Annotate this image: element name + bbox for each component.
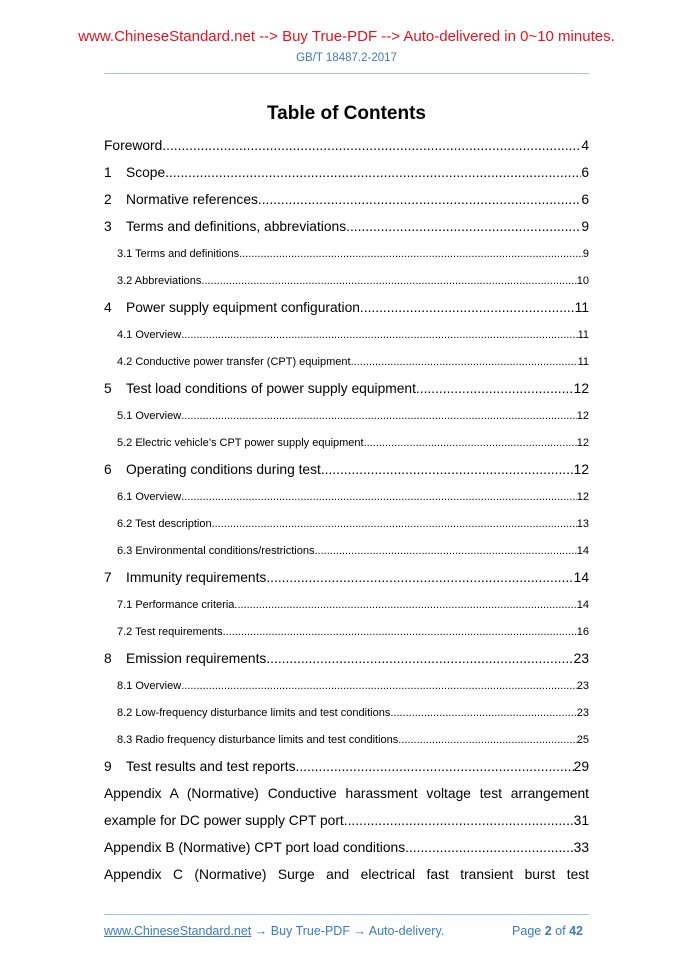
- toc-entry-page: 10: [576, 275, 589, 287]
- toc-leader-dots: [181, 487, 577, 507]
- toc-entry-text: 3.2 Abbreviations: [117, 275, 202, 287]
- toc-entry-text: 5.2 Electric vehicle’s CPT power supply equipment: [117, 437, 364, 449]
- toc-leader-dots: [295, 757, 573, 777]
- toc-entry-page: 29: [573, 759, 589, 774]
- page-total: 42: [569, 924, 583, 938]
- toc-entry-text: 4.1 Overview: [117, 329, 182, 341]
- toc-entry-8-3[interactable]: [104, 730, 589, 757]
- toc-entry-3-2[interactable]: [104, 271, 589, 298]
- page-title: Table of Contents: [266, 103, 427, 124]
- toc-entry-number: 6: [104, 462, 112, 477]
- toc-entry-8[interactable]: [104, 649, 589, 676]
- toc-entry-page: 33: [573, 840, 589, 855]
- toc-leader-dots: [390, 703, 576, 723]
- toc-entry-7-2[interactable]: [104, 622, 589, 649]
- page-of: of: [555, 924, 566, 938]
- toc-entry-page: 11: [577, 356, 589, 368]
- toc-leader-dots: [346, 217, 581, 237]
- toc-entry-page: 6: [581, 165, 589, 180]
- toc-entry-number: 3: [104, 219, 112, 234]
- toc-entry-text: Appendix A (Normative) Conductive harassment voltage test arrangement: [104, 786, 589, 801]
- page-label: Page: [512, 924, 542, 938]
- toc-leader-dots: [360, 298, 575, 318]
- toc-entry-5-2[interactable]: [104, 433, 589, 460]
- toc-entry-text: 8.3 Radio frequency disturbance limits and test conditions: [117, 734, 399, 746]
- toc-leader-dots: [223, 622, 577, 642]
- toc-entry-page: 11: [574, 300, 589, 315]
- toc-entry-page: 9: [582, 248, 589, 260]
- toc-entry-number: 9: [104, 759, 112, 774]
- toc-entry-4-2[interactable]: [104, 352, 589, 379]
- toc-leader-dots: [416, 379, 574, 399]
- toc-leader-dots: [181, 676, 577, 696]
- toc-entry-text: 4.2 Conductive power transfer (CPT) equipment: [117, 356, 351, 368]
- toc-entry-text: 8.1 Overview: [117, 680, 182, 692]
- toc-leader-dots: [364, 433, 577, 453]
- arrow-right-icon: →: [353, 924, 366, 938]
- top-banner[interactable]: www.ChineseStandard.net --> Buy True-PDF --> Auto-delivered in 0~10 minutes.: [78, 28, 615, 45]
- toc-entry-page: 16: [576, 626, 589, 638]
- toc-entry-text: Scope: [126, 165, 166, 180]
- footer-delivery-text: Auto-delivery.: [368, 924, 445, 938]
- page-indicator: [512, 923, 583, 939]
- toc-entry-text: 6.2 Test description: [117, 518, 212, 530]
- toc-leader-dots: [314, 541, 576, 561]
- toc-entry-6-3[interactable]: [104, 541, 589, 568]
- toc-entry-text: Power supply equipment configuration: [126, 300, 360, 315]
- toc-leader-dots: [266, 649, 573, 669]
- page-current: 2: [544, 924, 552, 938]
- toc-leader-dots: [165, 163, 581, 183]
- toc-entry-page: 12: [576, 491, 589, 503]
- toc-entry-3-1[interactable]: [104, 244, 589, 271]
- toc-entry-page: 13: [576, 518, 589, 530]
- toc-entry-6[interactable]: [104, 460, 589, 487]
- toc-entry-number: 4: [104, 300, 112, 315]
- toc-entry-foreword[interactable]: [104, 136, 589, 163]
- header-divider: [104, 73, 589, 74]
- toc-leader-dots: [234, 595, 576, 615]
- toc-entry-page: 23: [576, 680, 589, 692]
- toc-leader-dots: [344, 811, 574, 831]
- toc-entry-4-1[interactable]: [104, 325, 589, 352]
- toc-entry-text: 8.2 Low-frequency disturbance limits and test conditions: [117, 707, 391, 719]
- footer-divider: [104, 914, 589, 915]
- toc-entry-page: 12: [573, 462, 589, 477]
- toc-entry-number: 7: [104, 570, 112, 585]
- toc-entry-7-1[interactable]: [104, 595, 589, 622]
- toc-entry-appendix-b[interactable]: [104, 838, 589, 865]
- toc-entry-8-1[interactable]: [104, 676, 589, 703]
- toc-entry-page: 25: [576, 734, 589, 746]
- toc-leader-dots: [181, 325, 577, 345]
- toc-entry-page: 4: [581, 138, 589, 153]
- toc-entry-text: 7.2 Test requirements: [117, 626, 223, 638]
- toc-entry-page: 12: [576, 437, 589, 449]
- toc-entry-text: example for DC power supply CPT port: [104, 813, 344, 828]
- toc-leader-dots: [266, 568, 573, 588]
- toc-entry-page: 11: [577, 329, 589, 341]
- toc-entry-page: 12: [576, 410, 589, 422]
- toc-leader-dots: [321, 460, 574, 480]
- toc-entry-page: 12: [573, 381, 589, 396]
- toc-entry-8-2[interactable]: [104, 703, 589, 730]
- footer-buy-text: Buy True-PDF: [270, 924, 350, 938]
- toc-entry-page: 9: [581, 219, 589, 234]
- toc-leader-dots: [181, 406, 577, 426]
- toc-entry-text: Operating conditions during test: [126, 462, 321, 477]
- toc-entry-page: 23: [573, 651, 589, 666]
- toc-leader-dots: [201, 271, 576, 291]
- toc-entry-page: 31: [573, 813, 589, 828]
- toc-entry-text: 6.3 Environmental conditions/restrictions: [117, 545, 315, 557]
- toc-entry-appendix-a-line2[interactable]: [104, 811, 589, 838]
- toc-entry-text: Appendix B (Normative) CPT port load conditions: [104, 840, 406, 855]
- toc-entry-text: Test load conditions of power supply equipment: [126, 381, 416, 396]
- toc-entry-page: 6: [581, 192, 589, 207]
- toc-entry-2[interactable]: [104, 190, 589, 217]
- toc-entry-text: Normative references: [126, 192, 258, 207]
- toc-entry-number: 8: [104, 651, 112, 666]
- toc-entry-9[interactable]: [104, 757, 589, 784]
- toc-entry-appendix-a-line1[interactable]: [104, 784, 589, 811]
- toc-entry-text: Emission requirements: [126, 651, 267, 666]
- toc-entry-number: 1: [104, 165, 112, 180]
- toc-entry-page: 14: [573, 570, 589, 585]
- toc-entry-text: 7.1 Performance criteria: [117, 599, 235, 611]
- toc-leader-dots: [212, 514, 577, 534]
- toc-entry-4[interactable]: [104, 298, 589, 325]
- toc-entry-1[interactable]: [104, 163, 589, 190]
- toc-entry-6-1[interactable]: [104, 487, 589, 514]
- toc-entry-5[interactable]: [104, 379, 589, 406]
- toc-entry-text: Immunity requirements: [126, 570, 267, 585]
- standard-number: GB/T 18487.2-2017: [296, 52, 397, 64]
- toc-entry-text: 6.1 Overview: [117, 491, 182, 503]
- toc-entry-page: 14: [576, 599, 589, 611]
- toc-entry-3[interactable]: [104, 217, 589, 244]
- toc-leader-dots: [398, 730, 576, 750]
- arrow-right-icon: →: [254, 924, 268, 938]
- toc-leader-dots: [162, 136, 581, 156]
- toc-entry-text: Foreword: [104, 138, 163, 153]
- toc-entry-text: Test results and test reports: [126, 759, 296, 774]
- toc-entry-text: Appendix C (Normative) Surge and electrical fast transient burst test: [104, 867, 589, 882]
- footer: [104, 923, 589, 939]
- toc-entry-6-2[interactable]: [104, 514, 589, 541]
- table-of-contents: [104, 136, 589, 892]
- toc-leader-dots: [258, 190, 581, 210]
- toc-entry-page: 23: [576, 707, 589, 719]
- toc-entry-5-1[interactable]: [104, 406, 589, 433]
- toc-entry-text: 5.1 Overview: [117, 410, 182, 422]
- toc-leader-dots: [351, 352, 578, 372]
- toc-leader-dots: [405, 838, 574, 858]
- toc-entry-page: 14: [576, 545, 589, 557]
- toc-entry-text: 3.1 Terms and definitions: [117, 248, 240, 260]
- footer-site-link[interactable]: www.ChineseStandard.net: [104, 924, 252, 938]
- toc-entry-number: 2: [104, 192, 112, 207]
- toc-leader-dots: [239, 244, 583, 264]
- toc-entry-text: Terms and definitions, abbreviations: [126, 219, 347, 234]
- toc-entry-number: 5: [104, 381, 112, 396]
- toc-entry-appendix-c-line1[interactable]: [104, 865, 589, 892]
- toc-entry-7[interactable]: [104, 568, 589, 595]
